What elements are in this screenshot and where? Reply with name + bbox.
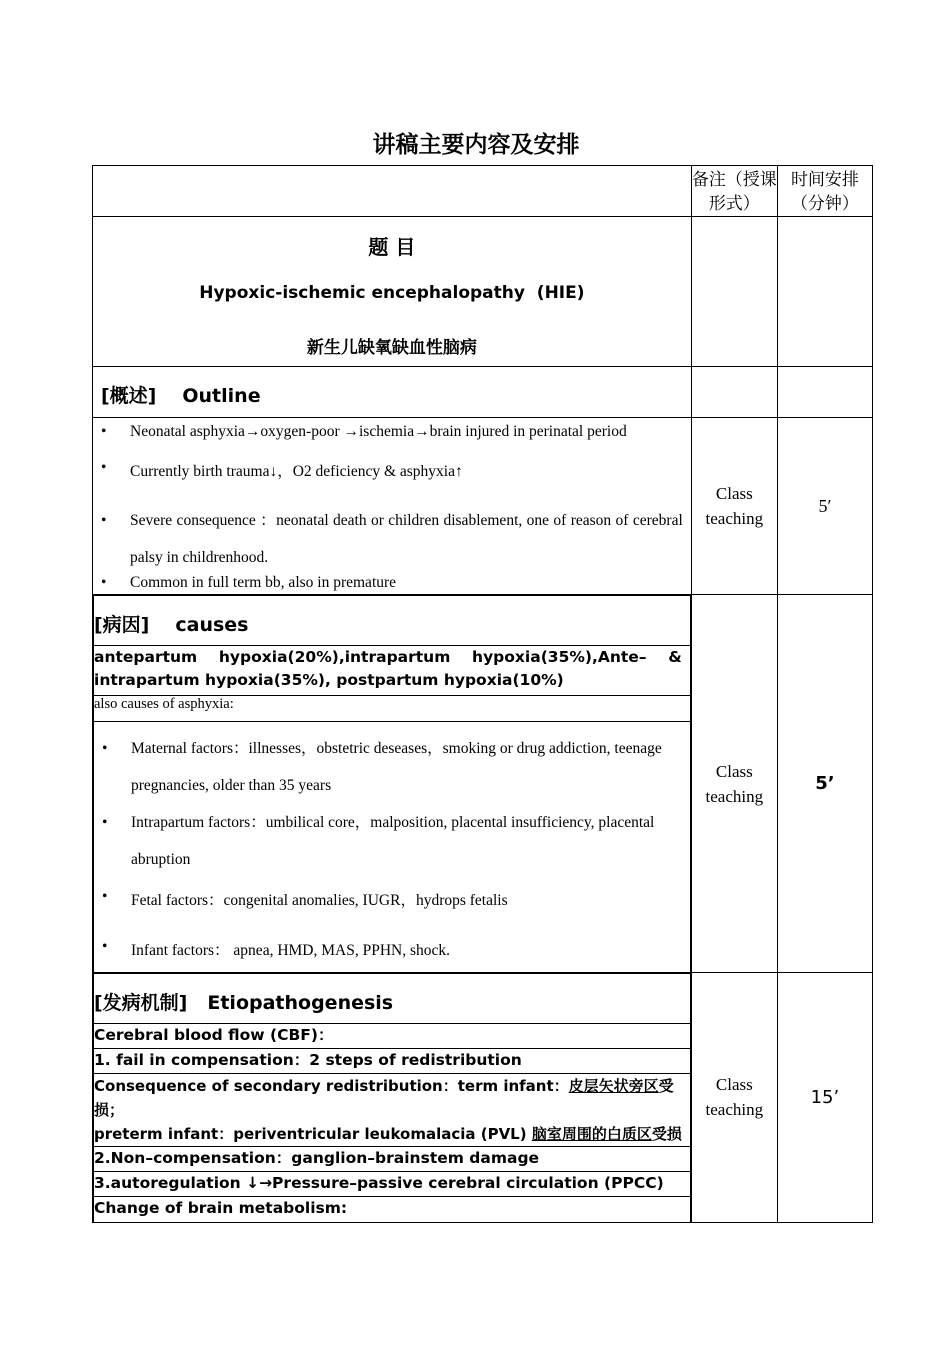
- causes-time-cell: [777, 595, 872, 973]
- outline-en: Outline: [182, 385, 261, 407]
- topic-note-cell: [691, 217, 777, 367]
- causes-row: [93, 595, 873, 973]
- outline-body-cell: • Neonatal asphyxia→oxygen-poor →ischemia→brain injured in perinatal period • Currently birth trauma↓，O2 deficiency & asphyxia↑ • Severe consequence ：neonatal death or children disablement, one of reason of cerebral palsy in childrenhood. • Common in full term bb, also in premature: [93, 418, 692, 595]
- causes-cell: [93, 595, 692, 973]
- etio-note: Class teaching: [705, 1075, 764, 1120]
- header-row: [93, 166, 873, 217]
- topic-cell: [93, 217, 692, 367]
- etio-inner: [93, 973, 691, 1222]
- causes-time: 5’: [815, 773, 835, 794]
- outline-body-row: [93, 418, 873, 595]
- header-time: 时间安排（分钟）: [777, 166, 872, 217]
- etio-cell: [93, 973, 692, 1223]
- etio-time-cell: [777, 973, 872, 1223]
- causes-inner: [病因] causes antepartum hypoxia(20%),intrapartum hypoxia(35%),Ante– & intrapartum hypoxia(35%), postpartum hypoxia(10%) also causes of asphyxia: • Maternal factors：illnesses，obstetric deseases，smoking or drug addiction, teenage pregnancies, older than 35 years • Intrapartum factors：umbilical core，malposition, placental insufficiency, placental abruption • Fetal factors：congenital anomalies, IUGR，hydrops fetalis • Infant factors： apnea, HMD, MAS, PPHN, shock.: [93, 595, 691, 972]
- causes-summary: antepartum hypoxia(20%),intrapartum hypoxia(35%),Ante– & intrapartum hypoxia(35%), postpartum hypoxia(10%): [94, 646, 691, 696]
- outline-zh: [概述]: [101, 385, 157, 407]
- outline-time: 5′: [818, 495, 832, 516]
- outline-heading-cell: [93, 367, 692, 418]
- topic-time-cell: [777, 217, 872, 367]
- causes-note: Class teaching: [705, 761, 764, 806]
- outline-heading-row: [93, 367, 873, 418]
- lecture-table: [92, 165, 873, 1223]
- etio-row: [93, 973, 873, 1223]
- causes-also: also causes of asphyxia:: [94, 696, 691, 722]
- etio-note-cell: [691, 973, 777, 1223]
- outline-note-cell: [691, 418, 777, 595]
- etio-zh: [发病机制]: [94, 992, 188, 1014]
- page-title: 讲稿主要内容及安排: [372, 132, 580, 158]
- outline-heading-note: [691, 367, 777, 418]
- outline-note: Class teaching: [705, 484, 764, 528]
- header-note: 备注（授课形式）: [691, 166, 777, 217]
- etio-metabolism: Change of brain metabolism:: [94, 1197, 691, 1222]
- outline-time-cell: [777, 418, 872, 595]
- causes-en: causes: [175, 614, 249, 636]
- etio-noncomp: 2.Non–compensation：ganglion–brainstem damage: [94, 1147, 691, 1172]
- topic-row: [93, 217, 873, 367]
- causes-zh: [病因]: [94, 614, 150, 636]
- causes-note-cell: [691, 595, 777, 973]
- topic-english: Hypoxic-ischemic encephalopathy (HIE): [199, 283, 585, 303]
- etio-en: Etiopathogenesis: [207, 992, 394, 1014]
- outline-heading-time: [777, 367, 872, 418]
- topic-label: 题 目: [368, 235, 416, 259]
- etio-autoreg: 3.autoregulation ↓→Pressure–passive cerebral circulation (PPCC): [94, 1172, 691, 1197]
- etio-cbf: Cerebral blood flow (CBF)：: [94, 1024, 691, 1049]
- etio-consequence: Consequence of secondary redistribution：term infant：皮层矢状旁区受损； preterm infant：periventricular leukomalacia (PVL) 脑室周围的白质区受损: [94, 1074, 691, 1147]
- etio-fail: 1. fail in compensation：2 steps of redistribution: [94, 1049, 691, 1074]
- topic-chinese: 新生儿缺氧缺血性脑病: [306, 338, 477, 358]
- header-content-cell: [93, 166, 692, 217]
- etio-time: 15’: [810, 1086, 840, 1108]
